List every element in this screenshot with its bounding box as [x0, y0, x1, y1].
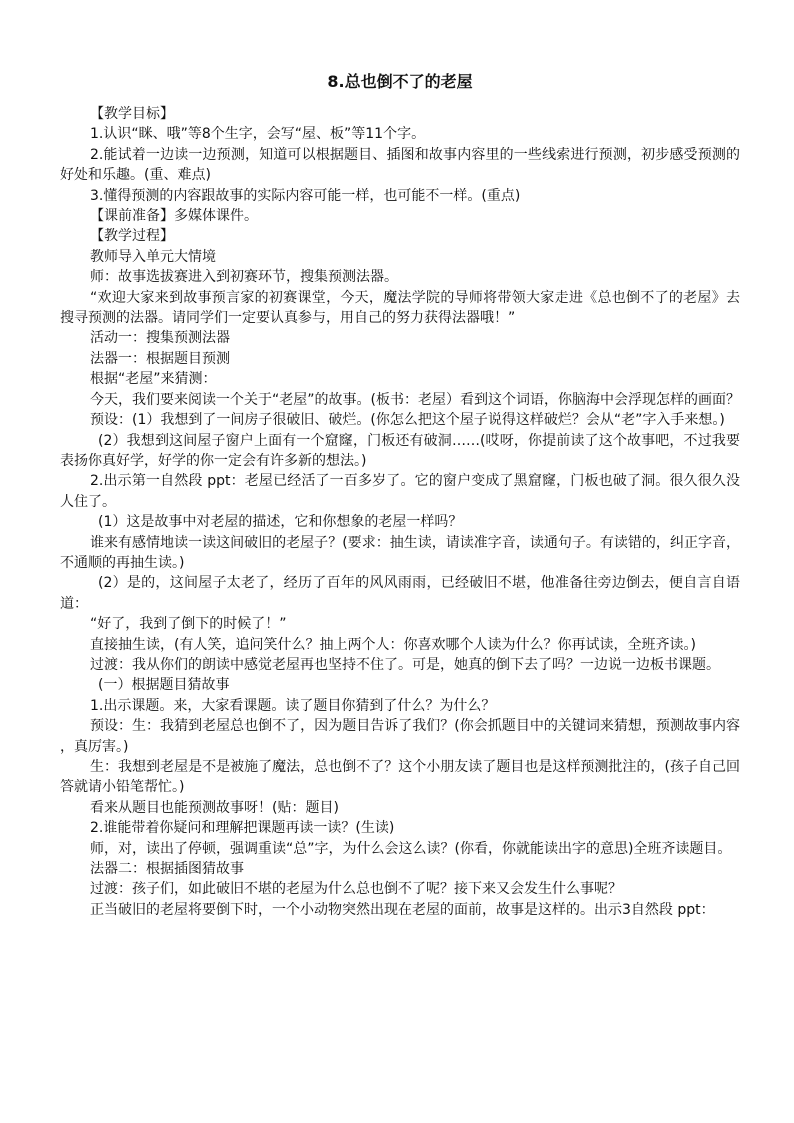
paragraph: 谁来有感情地读一读这间破旧的老屋子？(要求：抽生读，请读准字音，读通句子。有读错的，纠正字音，不通顺的再抽生读。) — [60, 534, 740, 571]
paragraph: 3.懂得预测的内容跟故事的实际内容可能一样，也可能不一样。(重点) — [90, 187, 521, 204]
paragraph: 正当破旧的老屋将要倒下时，一个小动物突然出现在老屋的面前，故事是这样的。出示3自然段 ppt： — [90, 901, 715, 918]
paragraph: 看来从题目也能预测故事呀！(贴：题目) — [90, 799, 339, 816]
paragraph: 预设：生：我猜到老屋总也倒不了，因为题目告诉了我们？(你会抓题目中的关键词来猜想，预测故事内容 ，真厉害。) — [60, 718, 740, 755]
paragraph: 法器一：根据题目预测 — [90, 350, 230, 367]
paragraph: 【课前准备】多媒体课件。 — [90, 208, 258, 225]
paragraph: 【教学目标】 — [90, 106, 174, 122]
paragraph: 预设：(1）我想到了一间房子很破旧、破烂。(你怎么把这个屋子说得这样破烂？会从“老”字入手来想。) — [90, 412, 725, 429]
paragraph: 教师导入单元大情境 — [90, 248, 216, 265]
paragraph: “好了，我到了倒下的时候了！” — [90, 616, 287, 633]
paragraph: 今天，我们要来阅读一个关于“老屋”的故事。(板书：老屋）看到这个词语，你脑海中会浮现怎样的画面？ — [90, 391, 740, 408]
paragraph: 生：我想到老屋是不是被施了魔法，总也倒不了？这个小朋友读了题目也是这样预测批注的，(孩子自己回答就请小铅笔帮忙。) — [60, 759, 740, 796]
paragraph: (2）是的，这间屋子太老了，经历了百年的风风雨雨，已经破旧不堪，他准备往旁边倒去，便自言自语道： — [60, 575, 740, 612]
paragraph: (2）我想到这间屋子窗户上面有一个窟窿，门板还有破洞……(哎呀，你提前读了这个故事吧，不过我要表扬你真好学，好学的你一定会有许多新的想法。) — [60, 432, 740, 469]
paragraph: 【教学过程】 — [90, 228, 174, 245]
document-body — [60, 104, 740, 920]
paragraph: 1.认识“眯、哦”等8个生字，会写“屋、板”等11个字。 — [90, 126, 426, 143]
paragraph: 过渡：我从你们的朗读中感觉老屋再也坚持不住了。可是，她真的倒下去了吗？一边说一边板书课题。 — [90, 656, 720, 673]
paragraph: 2.谁能带着你疑问和理解把课题再读一读？(生读) — [90, 820, 395, 837]
paragraph: 根据“老屋”来猜测： — [90, 371, 217, 388]
paragraph: 2.能试着一边读一边预测，知道可以根据题目、插图和故事内容里的一些线索进行预测，初步感受预测的好处和乐趣。(重、难点) — [60, 146, 740, 184]
paragraph: (一）根据题目猜故事 — [98, 677, 230, 694]
page-title: 8.总也倒不了的老屋 — [327, 72, 473, 91]
paragraph: “欢迎大家来到故事预言家的初赛课堂，今天，魔法学院的导师将带领大家走进《总也倒不了的老屋》去搜寻预测的法器。请同学们一定要认真参与，用自己的努力获得法器哦！” — [60, 289, 740, 327]
paragraph: 过渡：孩子们，如此破旧不堪的老屋为什么总也倒不了呢？接下来又会发生什么事呢？ — [90, 881, 622, 898]
paragraph: 活动一：搜集预测法器 — [90, 330, 230, 347]
paragraph: 1.出示课题。来，大家看课题。读了题目你猜到了什么？为什么？ — [90, 697, 496, 714]
paragraph: (1）这是故事中对老屋的描述，它和你想象的老屋一样吗？ — [98, 514, 463, 531]
paragraph: 直接抽生读，(有人笑，追问笑什么？抽上两个人：你喜欢哪个人读为什么？你再试读，全班齐读。) — [90, 636, 696, 653]
paragraph: 法器二：根据插图猜故事 — [90, 861, 244, 878]
paragraph: 2.出示第一自然段 ppt：老屋已经活了一百多岁了。它的窗户变成了黑窟窿，门板也破了洞。很久很久没人住了。 — [60, 473, 740, 510]
paragraph: 师：故事选拔赛进入到初赛环节，搜集预测法器。 — [90, 269, 398, 286]
paragraph: 师，对，读出了停顿，强调重读“总”字，为什么会这么读？(你看，你就能读出字的意思)全班齐读题目。 — [90, 840, 732, 857]
